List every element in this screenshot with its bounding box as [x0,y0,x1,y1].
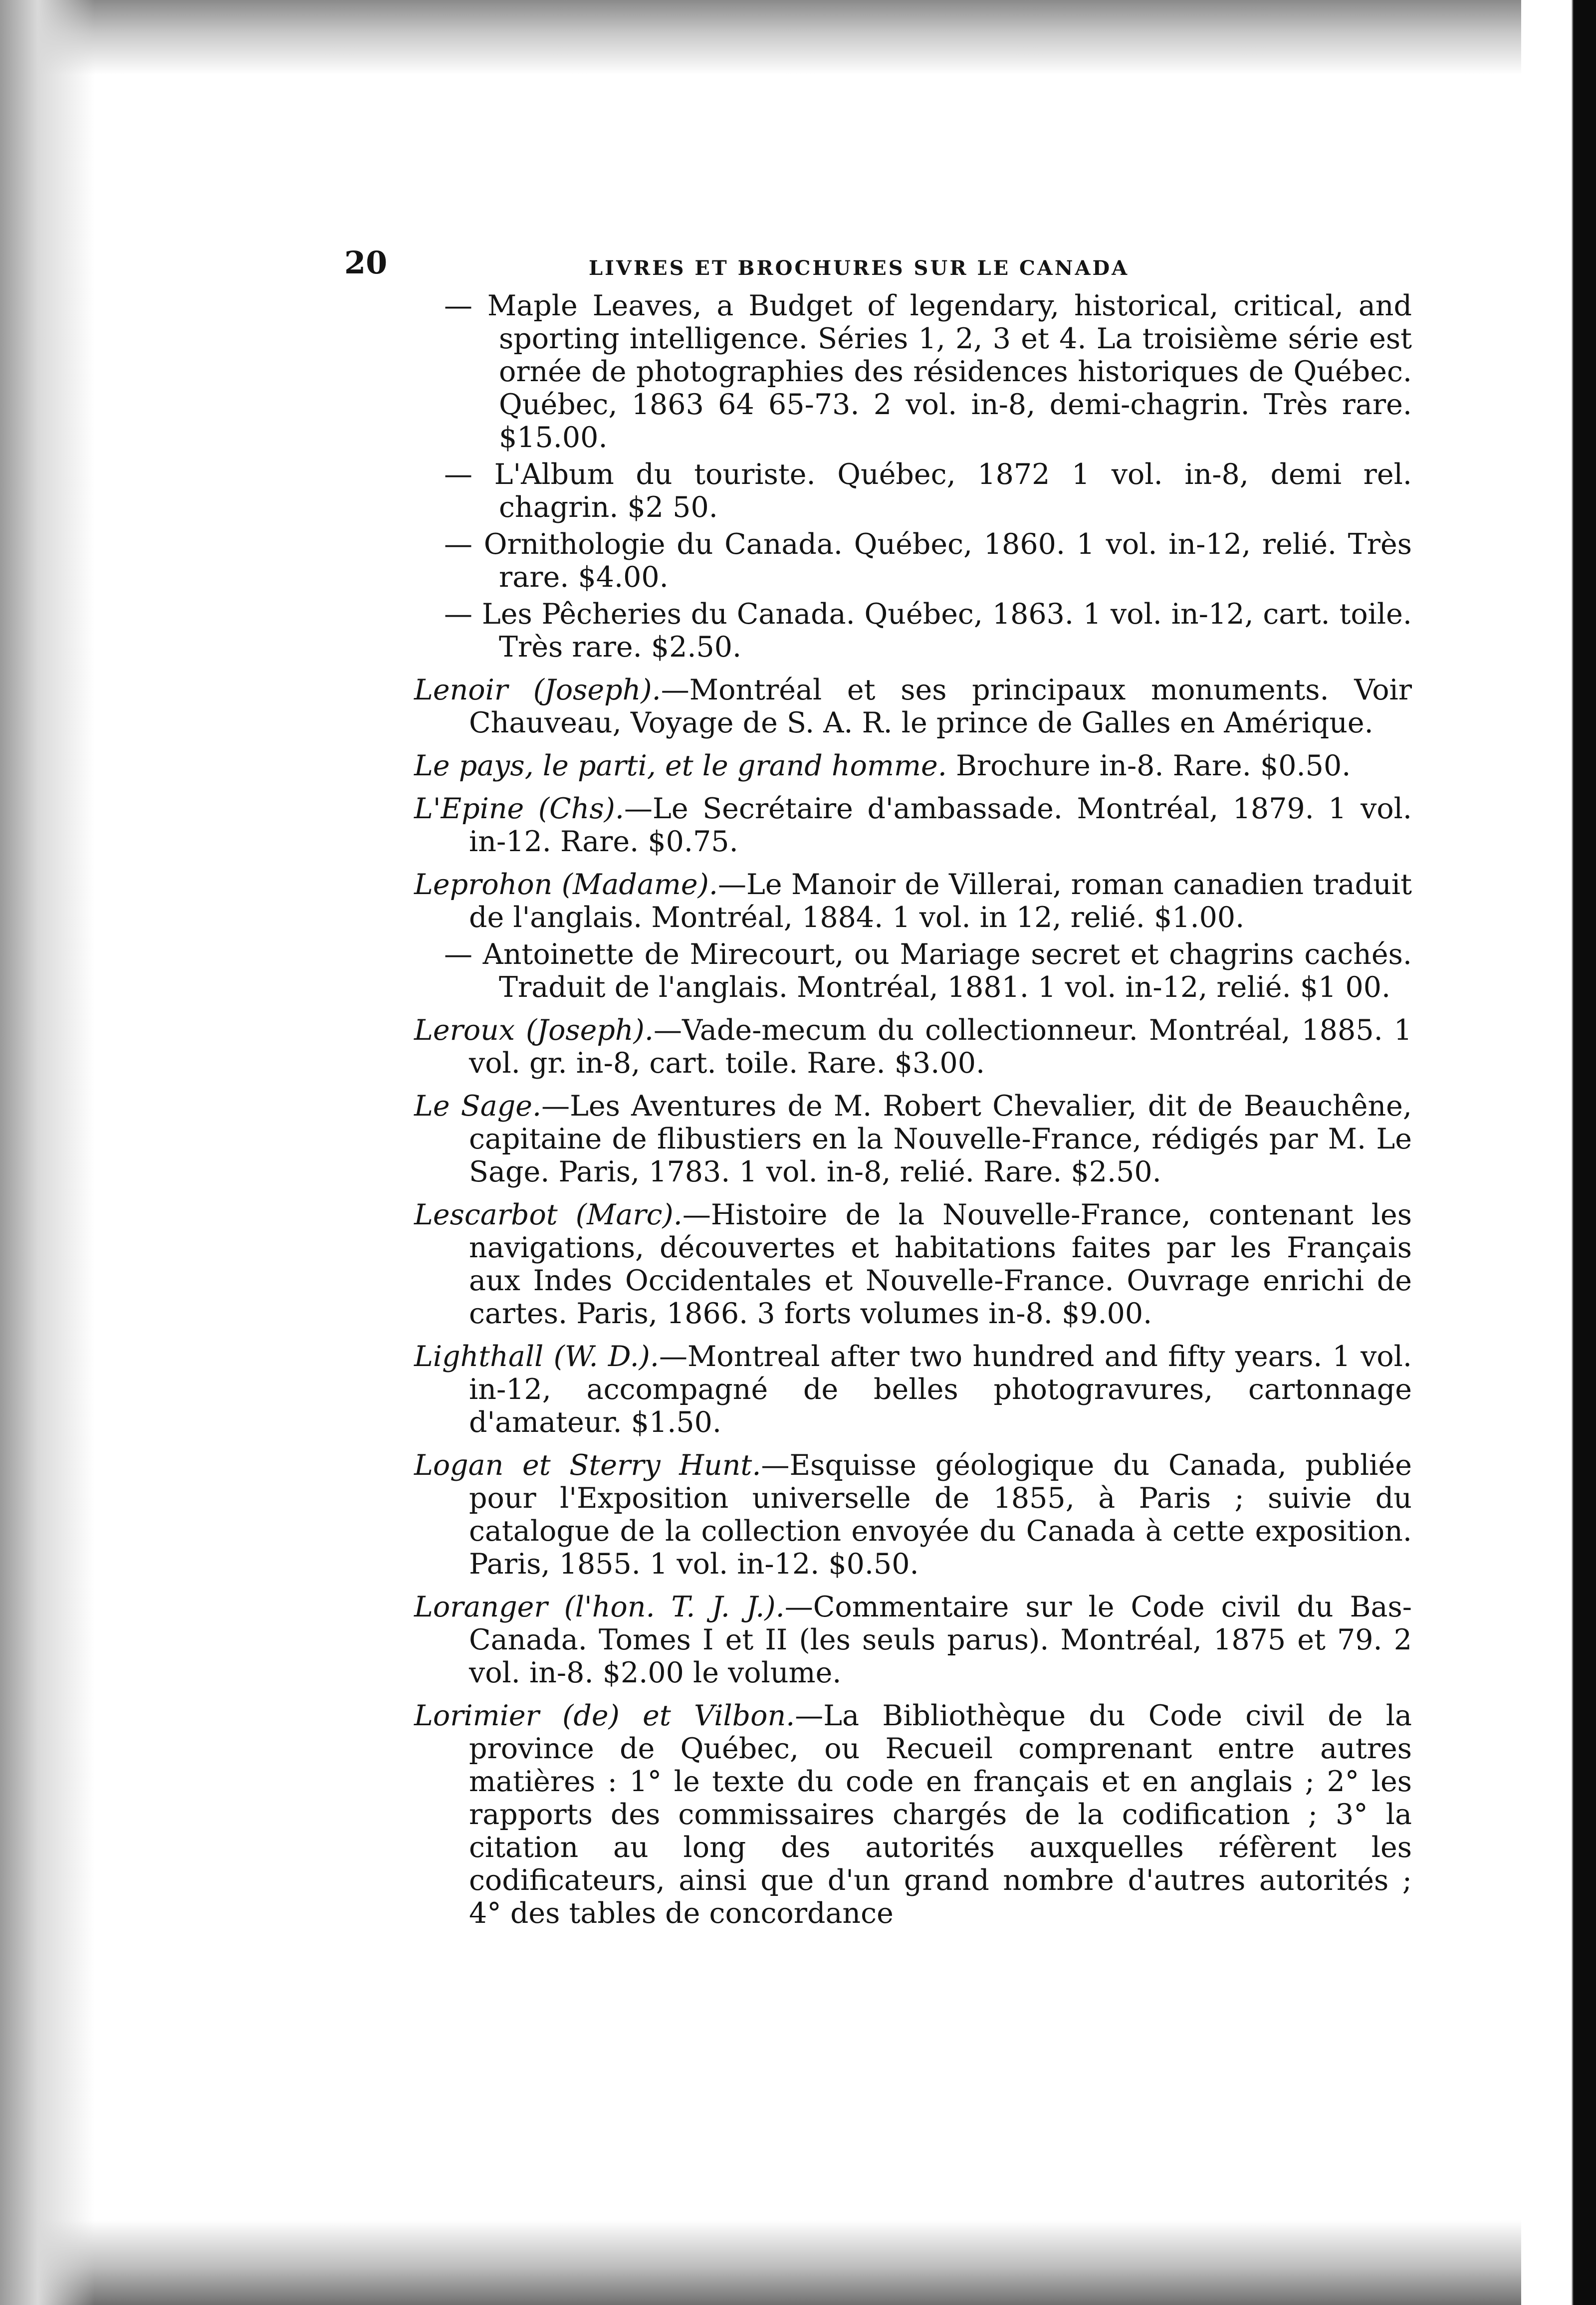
entry-text: — Les Pêcheries du Canada. Québec, 1863. 1 vol. in-12, cart. toile. Très rare. $2.50. [444,598,1412,664]
running-head [344,234,1412,289]
entry-text: —Esquisse géologique du Canada, publiée pour l'Exposition universelle de 1855, à Paris ; suivie du catalogue de la collection envoyée du Canada à cette exposition. Paris, 1855. 1 vol. in-12. $0.50. [469,1449,1412,1581]
catalogue-entry [414,749,1412,782]
entry-text: —Montréal et ses principaux monuments. Voir Chauveau, Voyage de S. A. R. le prince de Galles en Amérique. [469,674,1412,739]
entry-author: Le pays, le parti, et le grand homme. [414,749,947,782]
entry-author: Loranger (l'hon. T. J. J.). [414,1591,785,1623]
catalogue-entry [414,1699,1412,1930]
catalogue-entry [414,1591,1412,1689]
catalogue-entry [414,792,1412,858]
catalogue-entry [414,1449,1412,1581]
entry-text: —Montreal after two hundred and fifty years. 1 vol. in-12, accompagné de belles photogravures, cartonnage d'amateur. $1.50. [469,1340,1412,1439]
page-number: 20 [344,244,388,281]
entry-text: Brochure in-8. Rare. $0.50. [946,749,1351,782]
entry-text: — Ornithologie du Canada. Québec, 1860. 1 vol. in-12, relié. Très rare. $4.00. [444,528,1412,594]
scan-edge-left [0,0,95,2305]
entry-text: —Histoire de la Nouvelle-France, contenant les navigations, découvertes et habitations faites par les Français aux Indes Occidentales et Nouvelle-France. Ouvrage enrichi de cartes. Paris, 1866. 3 forts volumes in-8. $9.00. [469,1198,1412,1330]
catalogue-entry [414,674,1412,739]
scan-edge-right [1521,0,1596,2305]
entry-author: Lighthall (W. D.). [414,1340,660,1373]
entry-author: Logan et Sterry Hunt. [414,1449,761,1482]
entry-author: Le Sage. [414,1090,542,1123]
catalogue-entry [444,528,1412,594]
catalogue-entry [444,289,1412,454]
entry-text: —La Bibliothèque du Code civil de la province de Québec, ou Recueil comprenant entre autres matières : 1° le texte du code en français et en anglais ; 2° les rapports des commissaires chargés de la codification ; 3° la citation au long des autorités auxquelles réfèrent les codificateurs, ainsi que d'un grand nombre d'autres autorités ; 4° des tables de concordance [469,1699,1412,1930]
entry-text: —Les Aventures de M. Robert Chevalier, dit de Beauchêne, capitaine de flibustiers en la Nouvelle-France, rédigés par M. Le Sage. Paris, 1783. 1 vol. in-8, relié. Rare. $2.50. [469,1090,1412,1188]
catalogue-entry [444,458,1412,524]
entry-text: — Maple Leaves, a Budget of legendary, historical, critical, and sporting intelligence. Séries 1, 2, 3 et 4. La troisième série est ornée de photographies des résidences historiques de Québec. Québec, 1863 64 65-73. 2 vol. in-8, demi-chagrin. Très rare. $15.00. [444,289,1412,454]
entry-author: L'Epine (Chs). [414,792,624,825]
catalogue-entry [444,938,1412,1004]
entry-author: Lorimier (de) et Vilbon. [414,1699,795,1732]
entry-text: —Le Manoir de Villerai, roman canadien traduit de l'anglais. Montréal, 1884. 1 vol. in 12, relié. $1.00. [469,868,1412,934]
catalogue-entry [414,868,1412,934]
entry-author: Leroux (Joseph). [414,1014,654,1047]
entry-author: Leprohon (Madame). [414,868,718,901]
entry-text: —Le Secrétaire d'ambassade. Montréal, 1879. 1 vol. in-12. Rare. $0.75. [469,792,1412,858]
entry-text: — L'Album du touriste. Québec, 1872 1 vol. in-8, demi rel. chagrin. $2 50. [444,458,1412,524]
catalogue-entry [414,1340,1412,1439]
catalogue-entry [414,1090,1412,1188]
entry-text: —Commentaire sur le Code civil du Bas-Canada. Tomes I et II (les seuls parus). Montréal, 1875 et 79. 2 vol. in-8. $2.00 le volume. [469,1591,1412,1689]
scan-edge-bottom [0,2220,1596,2305]
running-title: LIVRES ET BROCHURES SUR LE CANADA [589,256,1130,280]
catalogue-page [344,234,1412,2080]
entry-text: — Antoinette de Mirecourt, ou Mariage secret et chagrins cachés. Traduit de l'anglais. Montréal, 1881. 1 vol. in-12, relié. $1 00. [444,938,1412,1004]
entry-author: Lescarbot (Marc). [414,1198,683,1231]
entry-author: Lenoir (Joseph). [414,674,661,706]
catalogue-entry [414,1014,1412,1080]
entry-text: —Vade-mecum du collectionneur. Montréal, 1885. 1 vol. gr. in-8, cart. toile. Rare. $3.00. [469,1014,1412,1080]
scan-edge-top [0,0,1596,75]
catalogue-entry [444,598,1412,664]
catalogue-entry [414,1198,1412,1330]
